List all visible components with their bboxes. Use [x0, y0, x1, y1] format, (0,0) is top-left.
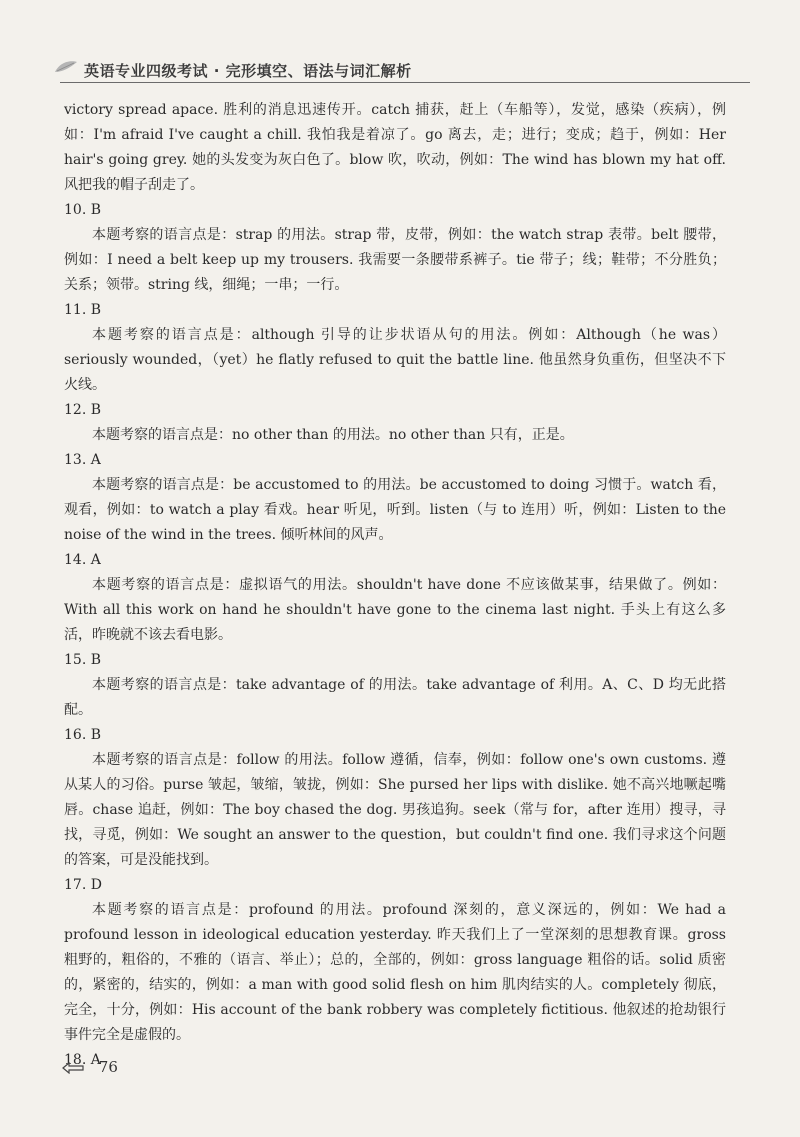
leaf-ornament-icon	[54, 60, 78, 74]
arrow-left-icon	[62, 1062, 84, 1074]
explanation-paragraph: 本题考察的语言点是：虚拟语气的用法。shouldn't have done 不应该做某事，结果做了。例如：With all this work on hand he shouldn't have gone to the cinema last night. 手头上有这么多活，昨晚就不该去看电影。	[64, 577, 726, 643]
running-header	[60, 56, 750, 83]
explanation-paragraph: 本题考察的语言点是：be accustomed to 的用法。be accustomed to doing 习惯于。watch 看，观看，例如：to watch a play 看戏。hear 听见，听到。listen（与 to 连用）听，例如：Listen to the noise of the wind in the trees. 倾听林间的风声。	[64, 477, 726, 543]
answer-number: 11. B	[64, 302, 102, 318]
answer-number: 18. A	[64, 1052, 101, 1068]
answer-number: 13. A	[64, 452, 101, 468]
page-number: 76	[98, 1058, 118, 1076]
explanation-paragraph: 本题考察的语言点是：take advantage of 的用法。take advantage of 利用。A、C、D 均无此搭配。	[64, 677, 726, 718]
answer-number: 16. B	[64, 727, 102, 743]
explanation-paragraph: 本题考察的语言点是：strap 的用法。strap 带，皮带，例如：the watch strap 表带。belt 腰带，例如：I need a belt keep up my trousers. 我需要一条腰带系裤子。tie 带子；线；鞋带；不分胜负；关系；领带。string 线，细绳；一串；一行。	[64, 227, 726, 293]
explanation-paragraph: 本题考察的语言点是：no other than 的用法。no other than 只有，正是。	[92, 427, 574, 443]
header-title: 英语专业四级考试 · 完形填空、语法与词汇解析	[84, 62, 412, 80]
answer-number: 17. D	[64, 877, 102, 893]
answer-number: 10. B	[64, 202, 102, 218]
explanation-paragraph: 本题考察的语言点是：profound 的用法。profound 深刻的，意义深远的，例如：We had a profound lesson in ideological education yesterday. 昨天我们上了一堂深刻的思想教育课。gross 粗野的，粗俗的，不雅的（语言、举止）；总的，全部的，例如：gross language 粗俗的话。solid 质密的，紧密的，结实的，例如：a man with good solid flesh on him 肌肉结实的人。completely 彻底，完全，十分，例如：His account of the bank robbery was completely fictitious. 他叙述的抢劫银行事件完全是虚假的。	[64, 902, 726, 1043]
answer-number: 15. B	[64, 652, 102, 668]
explanation-paragraph: 本题考察的语言点是：although 引导的让步状语从句的用法。例如：Although（he was）seriously wounded，（yet）he flatly refused to quit the battle line. 他虽然身负重伤，但坚决不下火线。	[64, 327, 726, 393]
explanation-paragraph: victory spread apace. 胜利的消息迅速传开。catch 捕获，赶上（车船等），发觉，感染（疾病），例如：I'm afraid I've caught a chill. 我怕我是着凉了。go 离去，走；进行；变成；趋于，例如：Her hair's going grey. 她的头发变为灰白色了。blow 吹，吹动，例如：The wind has blown my hat off. 风把我的帽子刮走了。	[64, 102, 726, 193]
answer-explanations	[64, 98, 726, 1073]
page-footer	[62, 1058, 118, 1076]
explanation-paragraph: 本题考察的语言点是：follow 的用法。follow 遵循，信奉，例如：follow one's own customs. 遵从某人的习俗。purse 皱起，皱缩，皱拢，例如：She pursed her lips with dislike. 她不高兴地噘起嘴唇。chase 追赶，例如：The boy chased the dog. 男孩追狗。seek（常与 for，after 连用）搜寻，寻找，寻觅，例如：We sought an answer to the question，but couldn't find one. 我们寻求这个问题的答案，可是没能找到。	[64, 752, 726, 868]
answer-number: 12. B	[64, 402, 102, 418]
answer-number: 14. A	[64, 552, 101, 568]
